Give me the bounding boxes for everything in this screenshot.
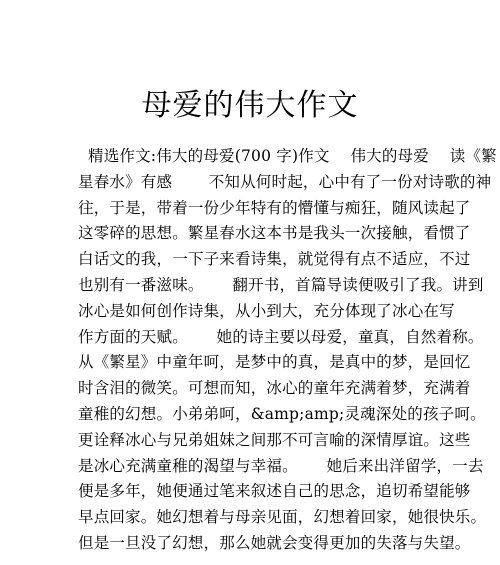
document-title: 母爱的伟大作文 xyxy=(141,88,359,123)
essay-line: 从《繁星》中童年呵，是梦中的真，是真中的梦，是回忆 xyxy=(78,353,471,372)
essay-line: 星春水》有感 不知从何时起，心中有了一份对诗歌的神 xyxy=(78,172,492,191)
essay-line: 往，于是，带着一份少年特有的懵懂与痴狂，随风读起了 xyxy=(78,198,471,217)
essay-line: 精选作文:伟大的母爱(700 字)作文 伟大的母爱 读《繁 xyxy=(88,147,497,165)
essay-body xyxy=(78,144,497,557)
essay-line: 但是一旦没了幻想，那么她就会变得更加的失落与失望。 xyxy=(78,533,471,552)
essay-line: 时含泪的微笑。可想而知，冰心的童年充满着梦，充满着 xyxy=(78,379,471,398)
essay-line: 白话文的我，一下子来看诗集，就觉得有点不适应，不过 xyxy=(78,250,471,269)
essay-line: 是冰心充满童稚的渴望与幸福。 她后来出洋留学，一去 xyxy=(78,456,484,475)
essay-line: 也别有一番滋味。 翻开书，首篇导读便吸引了我。讲到 xyxy=(78,275,484,294)
essay-line: 作方面的天赋。 她的诗主要以母爱，童真，自然着称。 xyxy=(78,327,484,346)
essay-line: 冰心是如何创作诗集，从小到大，充分体现了冰心在写 xyxy=(78,301,455,320)
essay-line: 童稚的幻想。小弟弟呵，&amp;amp;灵魂深处的孩子呵。 xyxy=(78,404,486,423)
essay-line: 这零碎的思想。繁星春水这本书是我头一次接触，看惯了 xyxy=(78,224,471,243)
essay-line: 便是多年，她便通过笔来叙述自己的思念，追切希望能够 xyxy=(78,482,471,501)
essay-line: 早点回家。她幻想着与母亲见面，幻想着回家，她很快乐。 xyxy=(78,508,487,527)
essay-line: 更诠释冰心与兄弟姐妹之间那不可言喻的深情厚谊。这些 xyxy=(78,430,471,449)
